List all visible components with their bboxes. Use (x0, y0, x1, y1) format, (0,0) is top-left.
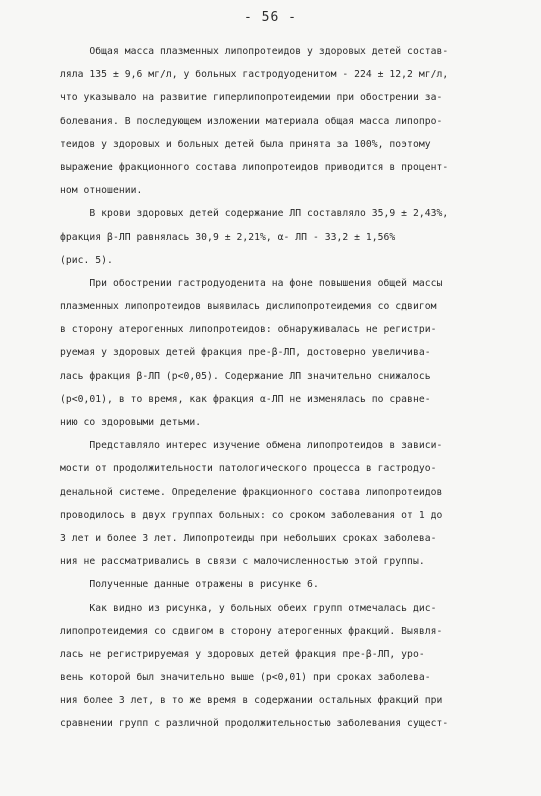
text-line: (р<0,01), в то время, как фракция α-ЛП не изменялась по сравне- (60, 393, 431, 405)
text-line: ном отношении. (60, 185, 143, 197)
text-line: плазменных липопротеидов выявилась дислипопротеидемия со сдвигом (60, 301, 437, 313)
paragraph (60, 597, 512, 736)
text-line: Общая масса плазменных липопротеидов у здоровых детей состав- (60, 46, 449, 57)
body-text (60, 40, 512, 736)
paragraph (60, 40, 512, 202)
text-line: ния более 3 лет, в то же время в содержании остальных фракций при (60, 695, 443, 707)
text-line: фракция β-ЛП равнялась 30,9 ± 2,21%, α- ЛП - 33,2 ± 1,56% (60, 231, 396, 243)
text-line: Как видно из рисунка, у больных обеих групп отмечалась дис- (60, 602, 437, 614)
text-line: сравнении групп с различной продолжительностью заболевания сущест- (60, 718, 449, 730)
text-line: При обострении гастродуоденита на фоне повышения общей массы (60, 277, 443, 289)
text-line: В крови здоровых детей содержание ЛП составляло 35,9 ± 2,43%, (60, 208, 449, 220)
text-line: ляла 135 ± 9,6 мг/л, у больных гастродуоденитом - 224 ± 12,2 мг/л, (60, 69, 449, 81)
page-number: - 56 - (244, 10, 297, 25)
text-line: Полученные данные отражены в рисунке 6. (60, 579, 319, 591)
text-line: лась не регистрируемая у здоровых детей фракция пре-β-ЛП, уро- (60, 648, 425, 660)
text-line: теидов у здоровых и больных детей была принята за 100%, поэтому (60, 138, 431, 150)
text-line: нию со здоровыми детьми. (60, 417, 202, 428)
text-line: 3 лет и более 3 лет. Липопротеиды при небольших сроках заболева- (60, 532, 437, 544)
text-line: проводилось в двух группах больных: со сроком заболевания от 1 до (60, 509, 443, 521)
text-line: в сторону атерогенных липопротеидов: обнаруживалась не регистри- (60, 324, 437, 336)
text-line: (рис. 5). (60, 254, 113, 266)
text-line: Представляло интерес изучение обмена липопротеидов в зависи- (60, 440, 443, 452)
text-line: липопротеидемия со сдвигом в сторону атерогенных фракций. Выявля- (60, 625, 443, 637)
text-line: что указывало на развитие гиперлипопротеидемии при обострении за- (60, 92, 443, 104)
text-line: вень которой был значительно выше (р<0,01) при сроках заболева- (60, 672, 431, 684)
text-line: болевания. В последующем изложении материала общая масса липопро- (60, 115, 443, 127)
paragraph (60, 434, 512, 573)
text-line: денальной системе. Определение фракционного состава липопротеидов (60, 486, 443, 498)
paragraph (60, 272, 512, 434)
text-line: руемая у здоровых детей фракция пре-β-ЛП, достоверно увеличива- (60, 347, 431, 359)
text-line: выражение фракционного состава липопротеидов приводится в процент- (60, 161, 449, 173)
text-line: мости от продолжительности патологического процесса в гастродуо- (60, 463, 437, 475)
paragraph (60, 573, 512, 596)
text-line: лась фракция β-ЛП (р<0,05). Содержание ЛП значительно снижалось (60, 370, 431, 382)
text-line: ния не рассматривались в связи с малочисленностью этой группы. (60, 556, 425, 568)
paragraph (60, 202, 512, 272)
